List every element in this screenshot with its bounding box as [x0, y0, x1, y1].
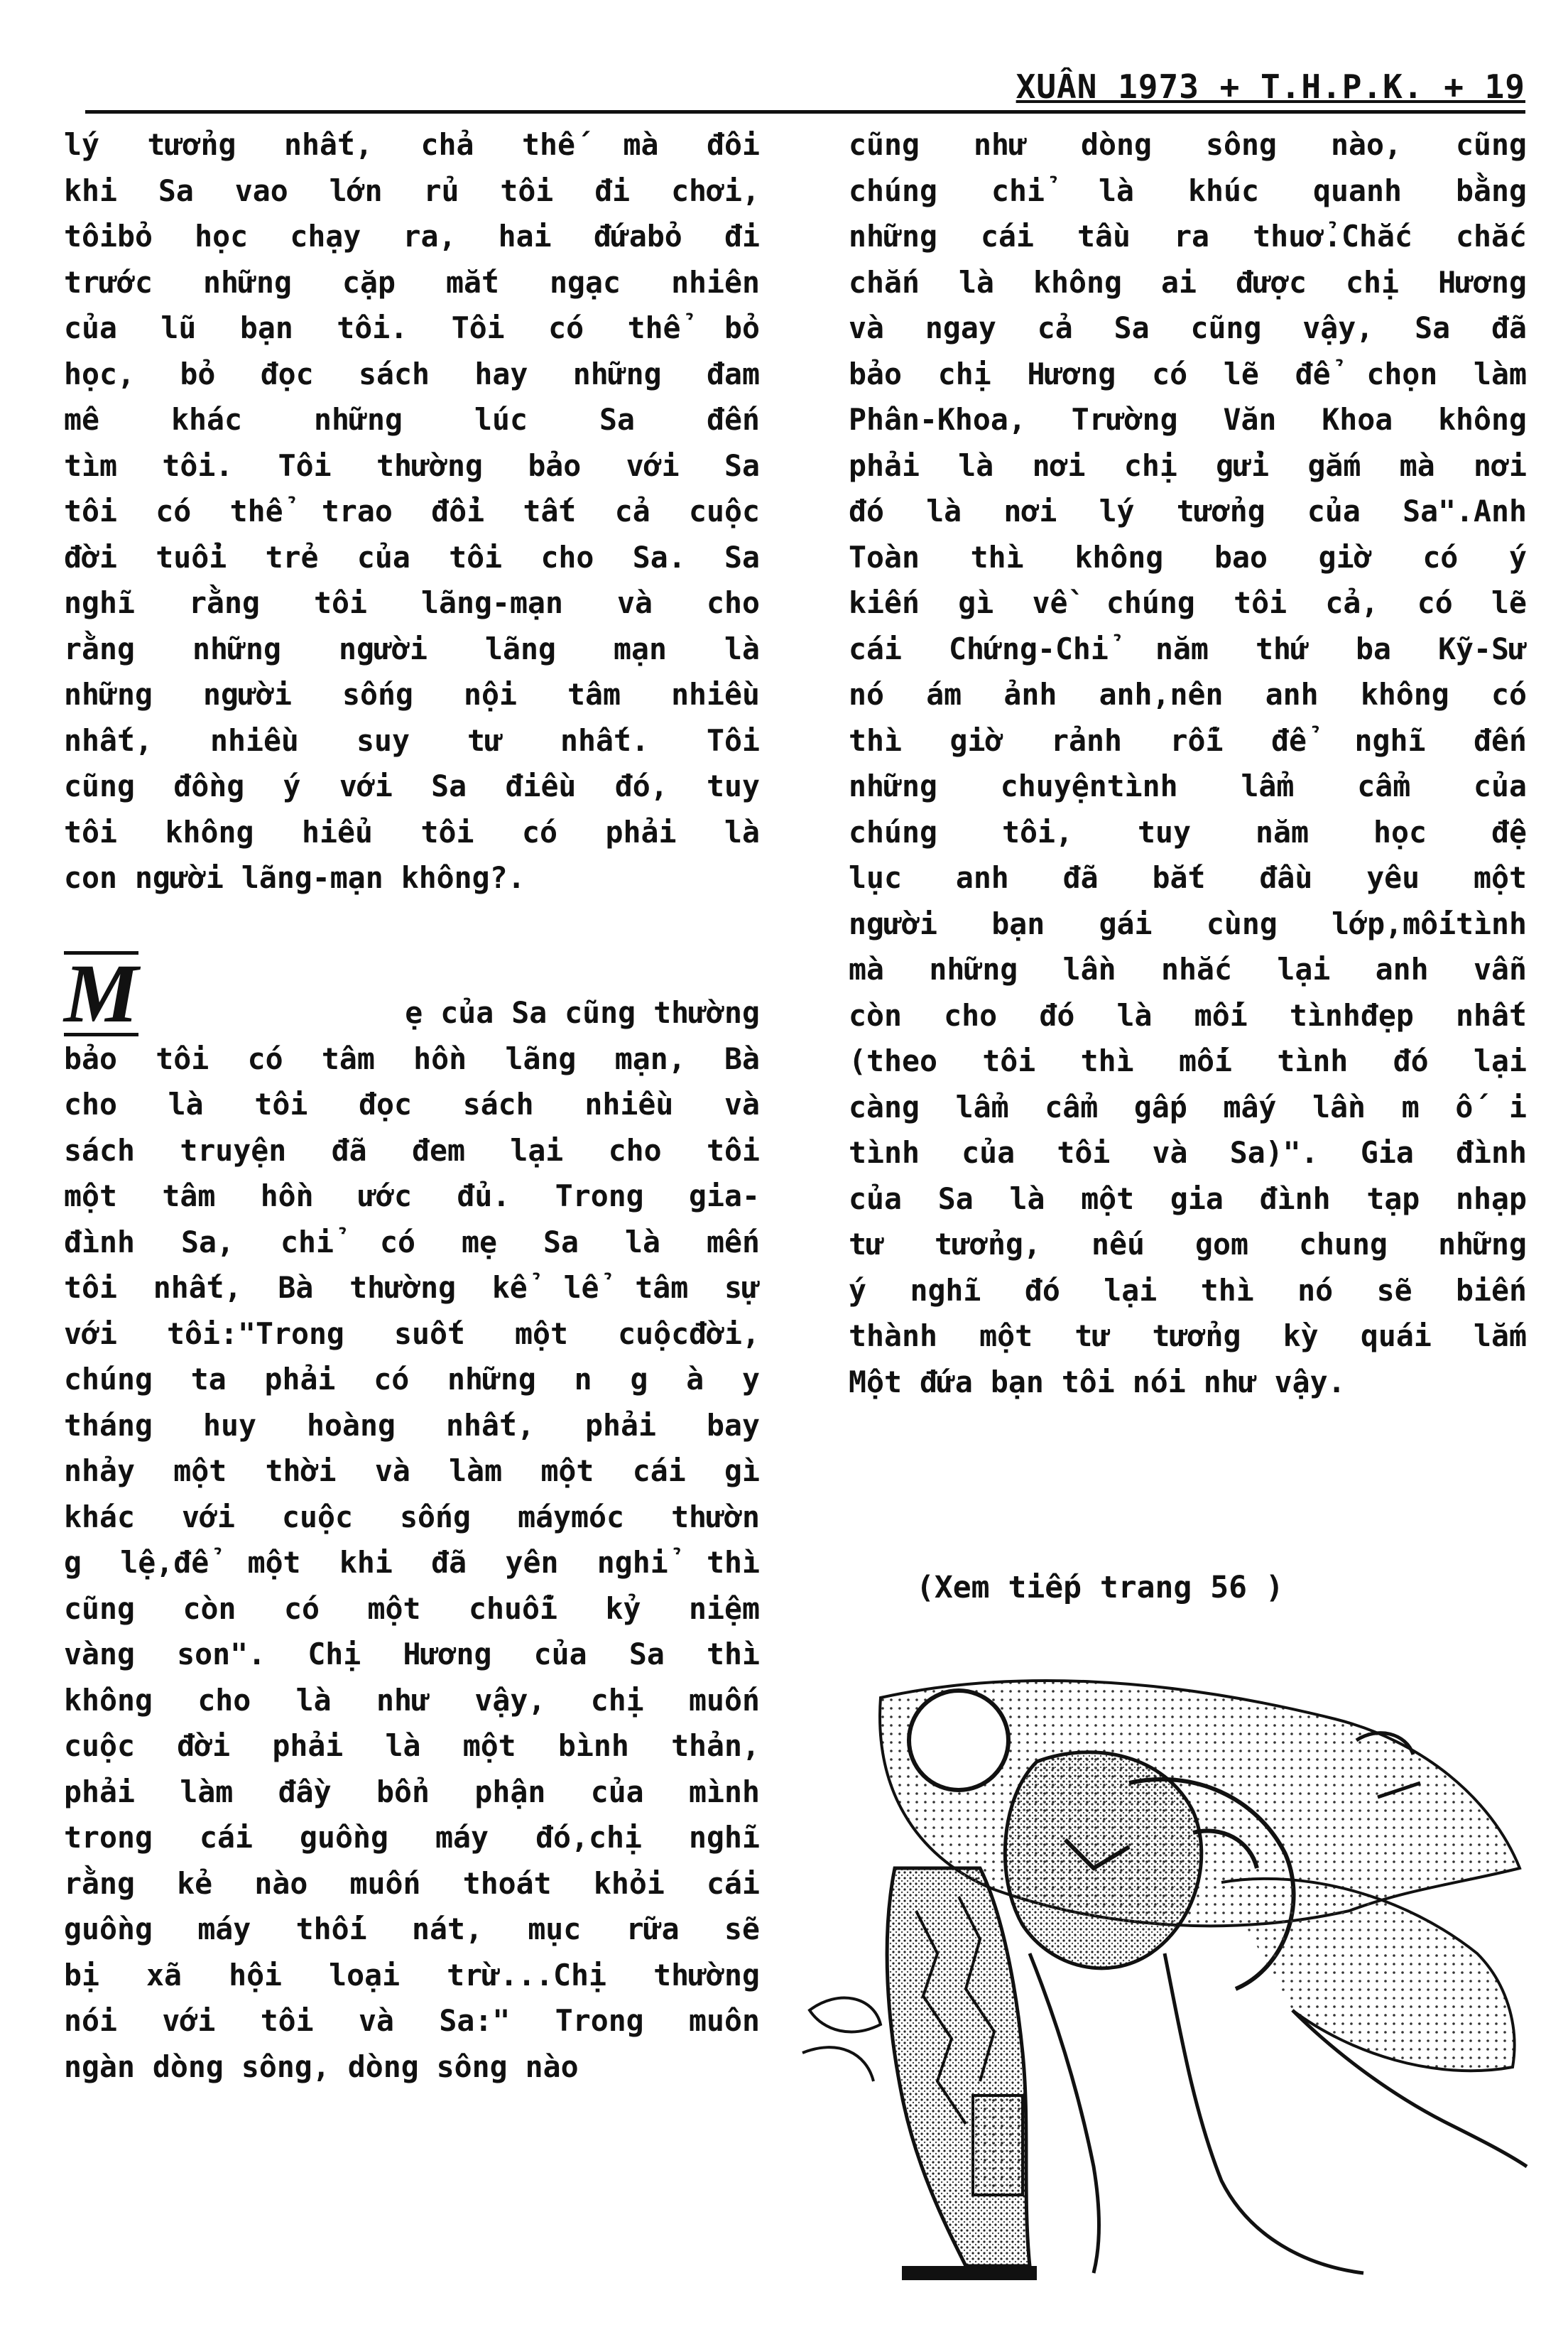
text-line: đình Sa, chỉ có mẹ Sa là mến	[64, 1224, 760, 1259]
text-line: của lũ bạn tôi. Tôi có thể bỏ	[64, 310, 760, 345]
text-line: bị xã hội loại trừ...Chị thường	[64, 1957, 760, 1992]
paragraph-gap	[64, 901, 760, 951]
text-line: phải làm đầy bổn phận của mình	[64, 1774, 760, 1809]
text-line: rằng kẻ nào muốn thoát khỏi cái	[64, 1865, 760, 1901]
text-line: Phân-Khoa, Trường Văn Khoa không	[849, 402, 1527, 437]
text-line: vàng son". Chị Hương của Sa thì	[64, 1637, 760, 1671]
text-line: những cái tầu ra thuở.Chắc chắc	[849, 219, 1527, 254]
text-line: thành một tư tưởng kỳ quái lắm	[849, 1318, 1527, 1353]
text-line: người bạn gái cùng lớp,mốitình	[849, 906, 1527, 941]
text-line: nói với tôi và Sa:" Trong muôn	[64, 2003, 760, 2038]
text-line: khi Sa vao lớn rủ tôi đi chơi,	[64, 173, 760, 208]
text-line: nhảy một thời và làm một cái gì	[64, 1453, 760, 1488]
text-line: tháng huy hoàng nhất, phải bay	[64, 1407, 760, 1443]
paragraph-2-opening	[64, 946, 760, 1040]
text-line: chúng chỉ là khúc quanh bằng	[849, 173, 1527, 208]
text-line: cũng đồng ý với Sa điều đó, tuy	[64, 769, 760, 803]
header-issue-info: XUÂN 1973 + T.H.P.K. + 19	[1016, 67, 1525, 106]
text-line: kiến gì về chúng tôi cả, có lẽ	[849, 585, 1527, 620]
text-line: tìm tôi. Tôi thường bảo với Sa	[64, 448, 760, 483]
text-line: phải là nơi chị gửi gắm mà nơi	[849, 448, 1527, 483]
continued-note: (Xem tiếp trang 56 )	[916, 1570, 1284, 1605]
text-line: (theo tôi thì mối tình đó lại	[849, 1043, 1527, 1078]
text-line: cho là tôi đọc sách nhiều và	[64, 1087, 760, 1122]
text-line: một tâm hồn ước đủ. Trong gia-	[64, 1178, 760, 1213]
text-line: cũng như dòng sông nào, cũng	[849, 127, 1527, 162]
text-line: tư tưởng, nếu gom chung những	[849, 1227, 1527, 1262]
paragraph-3	[849, 122, 1527, 1405]
text-line: và ngay cả Sa cũng vậy, Sa đã	[849, 310, 1527, 345]
ink-illustration	[795, 1655, 1534, 2294]
text-line: những người sống nội tâm nhiều	[64, 677, 760, 712]
text-line: sách truyện đã đem lại cho tôi	[64, 1132, 760, 1168]
text-line: thì giờ rảnh rỗi để nghĩ đến	[849, 722, 1527, 758]
text-line: nhất, nhiều suy tư nhất. Tôi	[64, 722, 760, 758]
text-line: mê khác những lúc Sa đến	[64, 402, 760, 437]
text-line: càng lẩm cẩm gấp mấy lần m ố i	[849, 1089, 1527, 1124]
text-line: đó là nơi lý tưởng của Sa".Anh	[849, 494, 1527, 528]
text-line: lục anh đã bắt đầu yêu một	[849, 860, 1527, 895]
text-line: tình của tôi và Sa)". Gia đình	[849, 1135, 1527, 1170]
text-line: lý tưởng nhất, chả thế mà đôi	[64, 127, 760, 162]
drop-cap: M	[64, 946, 138, 1040]
text-line: nghĩ rằng tôi lãng-mạn và cho	[64, 585, 760, 620]
text-line: bảo tôi có tâm hồn lãng mạn, Bà	[64, 1041, 760, 1076]
text-line: trong cái guồng máy đó,chị nghĩ	[64, 1820, 760, 1855]
text-line: guồng máy thối nát, mục rữa sẽ	[64, 1912, 760, 1946]
text-line: con người lãng-mạn không?.	[64, 860, 526, 895]
text-line: những chuyệntình lẩm cẩm của	[849, 769, 1527, 803]
text-line: không cho là như vậy, chị muốn	[64, 1682, 760, 1718]
paragraph-1	[64, 122, 760, 901]
text-line: tôi nhất, Bà thường kể lể tâm sự	[64, 1270, 760, 1305]
text-line: tôibỏ học chạy ra, hai đứabỏ đi	[64, 219, 760, 254]
text-line: đời tuổi trẻ của tôi cho Sa. Sa	[64, 539, 760, 575]
text-line: nó ám ảnh anh,nên anh không có	[849, 677, 1527, 712]
text-line: tôi có thể trao đổi tất cả cuộc	[64, 494, 760, 528]
text-line: ngàn dòng sông, dòng sông nào	[64, 2049, 579, 2084]
text-line: bảo chị Hương có lẽ để chọn làm	[849, 356, 1527, 391]
paragraph-2	[64, 1036, 760, 2091]
text-line: g lệ,để một khi đã yên nghỉ thì	[64, 1545, 760, 1580]
text-line: còn cho đó là mối tìnhđẹp nhất	[849, 997, 1527, 1033]
page-header	[85, 67, 1525, 114]
text-line: Toàn thì không bao giờ có ý	[849, 539, 1527, 575]
paragraph-2-first-line: ẹ của Sa cũng thường	[405, 995, 760, 1030]
text-line: của Sa là một gia đình tạp nhạp	[849, 1181, 1527, 1216]
text-line: với tôi:"Trong suốt một cuộcđời,	[64, 1316, 760, 1351]
right-column	[849, 122, 1527, 1405]
text-line: chúng tôi, tuy năm học đệ	[849, 814, 1527, 850]
text-line: chúng ta phải có những n g à y	[64, 1362, 760, 1397]
text-line: ý nghĩ đó lại thì nó sẽ biến	[849, 1272, 1527, 1308]
text-line: cái Chứng-Chỉ năm thứ ba Kỹ-Sư	[849, 631, 1527, 666]
text-line: Một đứa bạn tôi nói như vậy.	[849, 1364, 1346, 1399]
text-line: tôi không hiểu tôi có phải là	[64, 814, 760, 850]
text-line: khác với cuộc sống máymóc thườn	[64, 1499, 760, 1534]
text-line: mà những lần nhắc lại anh vẫn	[849, 952, 1527, 987]
text-line: rằng những người lãng mạn là	[64, 631, 760, 666]
text-line: học, bỏ đọc sách hay những đam	[64, 356, 760, 391]
text-line: cũng còn có một chuỗi kỷ niệm	[64, 1590, 760, 1626]
text-line: chắn là không ai được chị Hương	[849, 264, 1527, 300]
text-line: cuộc đời phải là một bình thản,	[64, 1728, 760, 1763]
left-column	[64, 122, 760, 2090]
text-line: trước những cặp mắt ngạc nhiên	[64, 264, 760, 300]
